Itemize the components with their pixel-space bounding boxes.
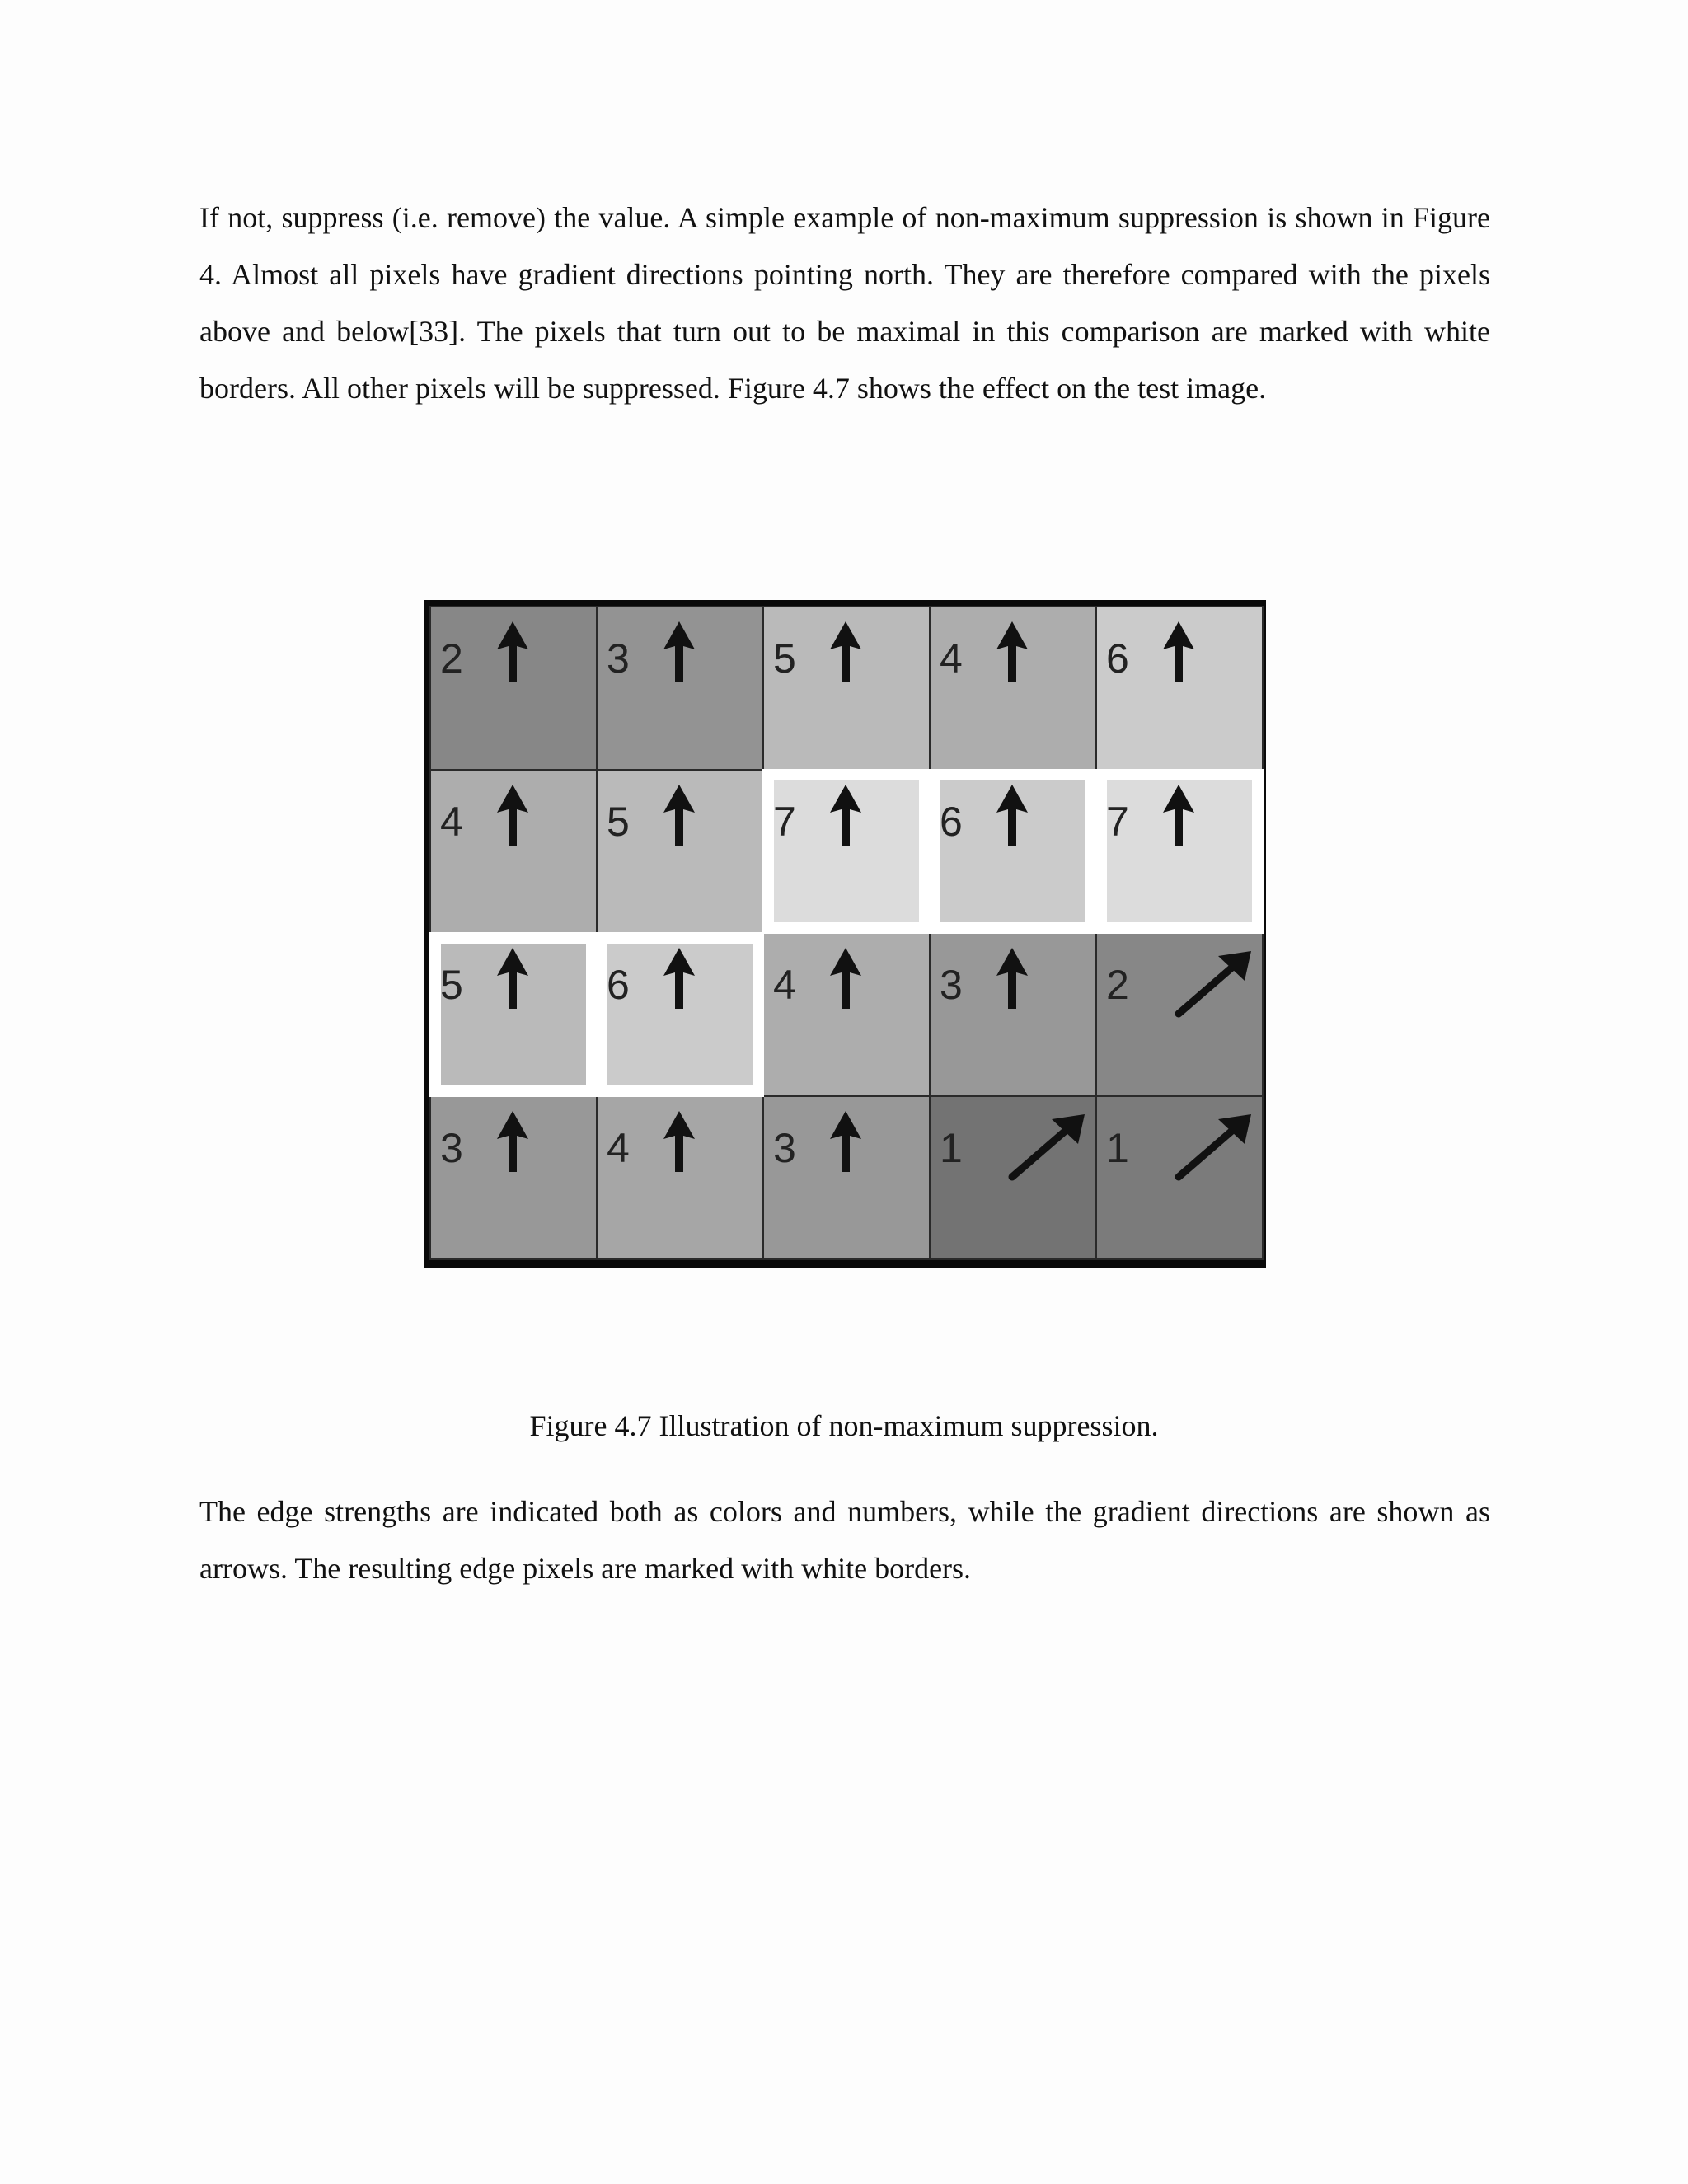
edge-strength-value: 3 bbox=[440, 1125, 463, 1171]
edge-strength-value: 2 bbox=[440, 635, 463, 682]
edge-strength-value: 5 bbox=[607, 799, 630, 845]
edge-strength-value: 6 bbox=[940, 799, 963, 845]
edge-strength-value: 4 bbox=[773, 962, 796, 1008]
edge-strength-value: 5 bbox=[773, 635, 796, 682]
figure-caption: Figure 4.7 Illustration of non-maximum suppression. bbox=[529, 1409, 1159, 1442]
nms-grid bbox=[420, 597, 1269, 1271]
edge-strength-value: 3 bbox=[607, 635, 630, 682]
edge-strength-value: 3 bbox=[940, 962, 963, 1008]
edge-strength-value: 7 bbox=[773, 799, 796, 845]
edge-strength-value: 7 bbox=[1106, 799, 1129, 845]
edge-strength-value: 4 bbox=[607, 1125, 630, 1171]
edge-strength-value: 6 bbox=[1106, 635, 1129, 682]
body-paragraph-2: The edge strengths are indicated both as colors and numbers, while the gradient directions are shown as arrows. The resulting edge pixels are marked with white borders. bbox=[199, 1495, 1490, 1585]
edge-strength-value: 3 bbox=[773, 1125, 796, 1171]
body-paragraph-1: If not, suppress (i.e. remove) the value. A simple example of non-maximum suppression is shown in Figure 4. Almost all pixels have gradient directions pointing north. They are therefore compared with the pixels above and below[33]. The pixels that turn out to be maximal in this comparison are marked with white borders. All other pixels will be suppressed. Figure 4.7 shows the effect on the test image. bbox=[199, 201, 1490, 405]
edge-strength-value: 4 bbox=[940, 635, 963, 682]
edge-strength-value: 4 bbox=[440, 799, 463, 845]
edge-strength-value: 2 bbox=[1106, 962, 1129, 1008]
edge-strength-value: 1 bbox=[940, 1125, 963, 1171]
edge-strength-value: 5 bbox=[440, 962, 463, 1008]
nms-figure bbox=[420, 597, 1269, 1271]
edge-strength-value: 6 bbox=[607, 962, 630, 1008]
edge-strength-value: 1 bbox=[1106, 1125, 1129, 1171]
